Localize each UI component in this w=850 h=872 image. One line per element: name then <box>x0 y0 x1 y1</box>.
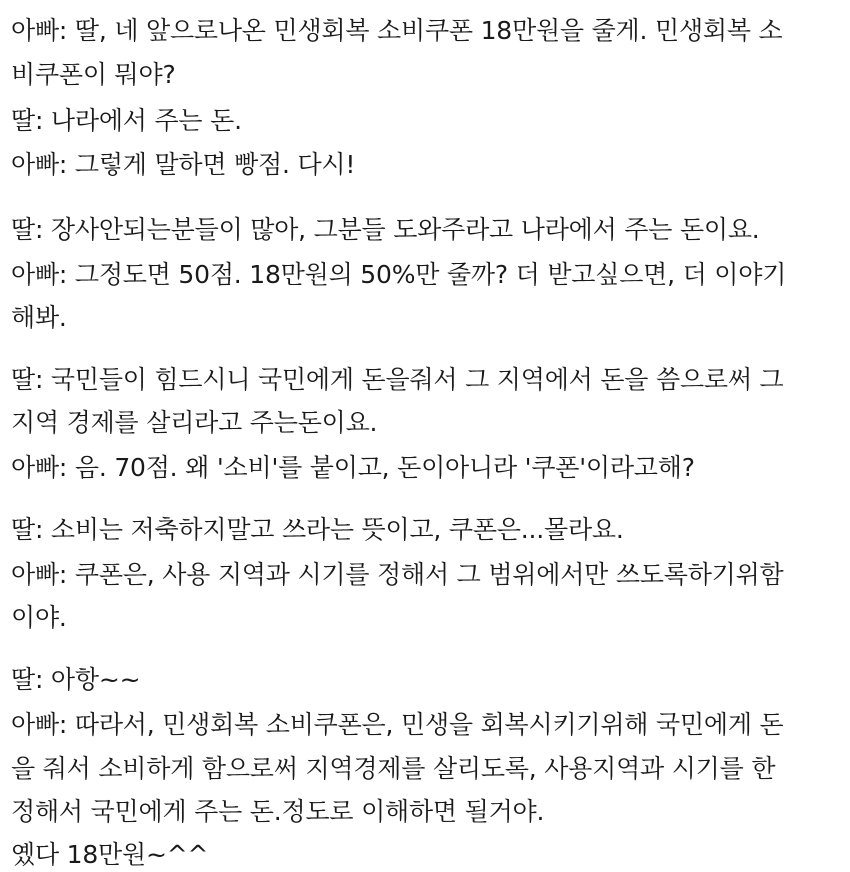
text-line: 딸: 장사안되는분들이 많아, 그분들 도와주라고 나라에서 주는 돈이요. <box>11 215 760 244</box>
text-line: 아빠: 쿠폰은, 사용 지역과 시기를 정해서 그 범위에서만 쓰도록하기위함 <box>11 560 784 589</box>
text-line: 정해서 국민에게 주는 돈.정도로 이해하면 될거야. <box>11 797 545 826</box>
text-line: 비쿠폰이 뭐야? <box>11 60 176 89</box>
text-line: 이야. <box>11 603 67 632</box>
text-line: 지역 경제를 살리라고 주는돈이요. <box>11 408 378 437</box>
text-line: 딸: 나라에서 주는 돈. <box>11 106 242 135</box>
text-line: 옜다 18만원~^^ <box>11 840 209 869</box>
text-line: 아빠: 그렇게 말하면 빵점. 다시! <box>11 150 356 179</box>
text-line: 아빠: 그정도면 50점. 18만원의 50%만 줄까? 더 받고싶으면, 더 이야기 <box>11 260 787 289</box>
text-line: 을 줘서 소비하게 함으로써 지역경제를 살리도록, 사용지역과 시기를 한 <box>11 754 776 783</box>
text-line: 해봐. <box>11 303 67 332</box>
text-line: 딸: 소비는 저축하지말고 쓰라는 뜻이고, 쿠폰은...몰라요. <box>11 515 624 544</box>
text-line: 딸: 아항~~ <box>11 665 141 694</box>
text-line: 아빠: 음. 70점. 왜 '소비'를 붙이고, 돈이아니라 '쿠폰'이라고해? <box>11 453 695 482</box>
text-line: 아빠: 따라서, 민생회복 소비쿠폰은, 민생을 회복시키기위해 국민에게 돈 <box>11 710 784 739</box>
text-line: 아빠: 딸, 네 앞으로나온 민생회복 소비쿠폰 18만원을 줄게. 민생회복 소 <box>11 16 783 45</box>
text-line: 딸: 국민들이 힘드시니 국민에게 돈을줘서 그 지역에서 돈을 씀으로써 그 <box>11 365 784 394</box>
